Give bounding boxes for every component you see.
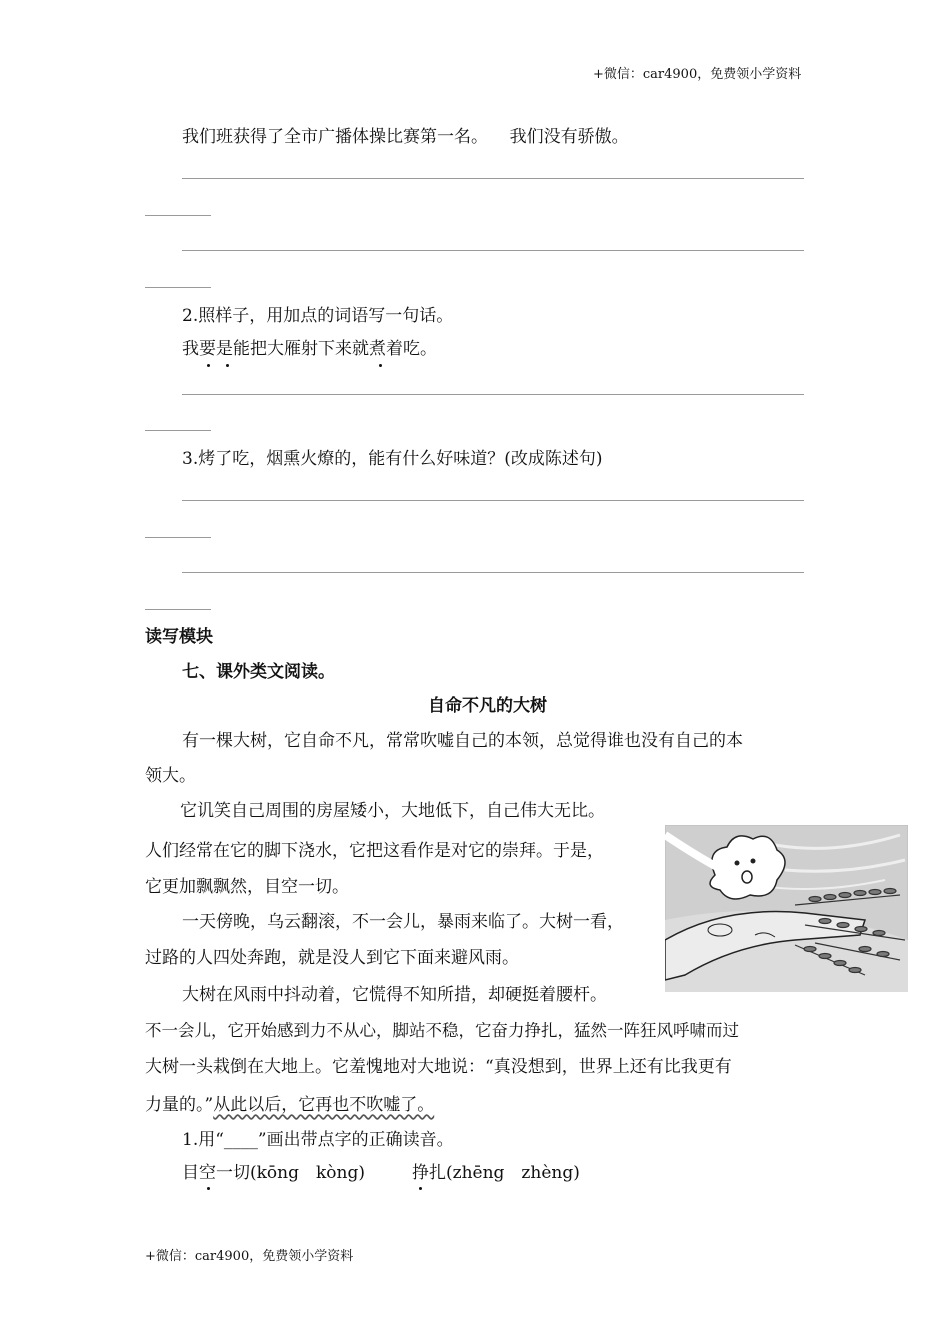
article-title: 自命不凡的大树 — [428, 696, 547, 716]
answer-line[interactable] — [182, 178, 804, 179]
fallen-tree-illustration — [665, 825, 908, 992]
question-1-item-a[interactable]: 目空一切(kōng kòng) — [182, 1163, 365, 1183]
emphasis-dot — [226, 364, 229, 367]
question-1-item-b[interactable]: 挣扎(zhēng zhèng) — [412, 1163, 580, 1183]
passage-line — [145, 1094, 434, 1116]
answer-line[interactable] — [182, 572, 804, 573]
passage-line: 领大。 — [145, 766, 196, 786]
answer-line[interactable] — [182, 394, 804, 395]
emphasis-dot — [207, 1187, 210, 1190]
illustration-svg — [665, 825, 908, 992]
exercise-3-instruction: 3.烤了吃，烟熏火燎的，能有什么好味道？(改成陈述句) — [182, 449, 603, 469]
answer-line[interactable] — [182, 500, 804, 501]
question-1-instruction: 1.用“____”画出带点字的正确读音。 — [182, 1130, 454, 1150]
answer-line-tail — [145, 537, 211, 538]
answer-line-tail — [145, 609, 211, 610]
exercise-2-example: 我要是能把大雁射下来就煮着吃。 — [182, 339, 437, 359]
passage-line: 人们经常在它的脚下浇水，它把这看作是对它的崇拜。于是， — [145, 841, 604, 861]
passage-line: 有一棵大树，它自命不凡，常常吹嘘自己的本领，总觉得谁也没有自己的本 — [182, 731, 743, 751]
part-title: 七、课外类文阅读。 — [182, 662, 335, 682]
emphasis-dot — [207, 364, 210, 367]
emphasis-dot — [419, 1187, 422, 1190]
answer-line-tail — [145, 215, 211, 216]
passage-line: 不一会儿，它开始感到力不从心，脚站不稳，它奋力挣扎，猛然一阵狂风呼啸而过 — [145, 1021, 739, 1040]
answer-line[interactable] — [182, 250, 804, 251]
passage-line: 它更加飘飘然，目空一切。 — [145, 877, 349, 897]
header-watermark: +微信：car4900，免费领小学资料 — [593, 67, 802, 82]
exercise-1-sentence: 我们班获得了全市广播体操比赛第一名。 我们没有骄傲。 — [182, 127, 629, 147]
passage-line: 过路的人四处奔跑，就是没人到它下面来避风雨。 — [145, 948, 519, 968]
answer-line-tail — [145, 287, 211, 288]
emphasis-dot — [379, 364, 382, 367]
wavy-underlined-sentence: 从此以后，它再也不吹嘘了。 — [213, 1095, 435, 1115]
module-title: 读写模块 — [145, 627, 213, 647]
answer-line-tail — [145, 430, 211, 431]
exercise-2-instruction: 2.照样子，用加点的词语写一句话。 — [182, 306, 454, 326]
passage-line: 一天傍晚，乌云翻滚，不一会儿，暴雨来临了。大树一看， — [182, 912, 624, 932]
footer-watermark: +微信：car4900，免费领小学资料 — [145, 1249, 354, 1264]
passage-line: 它讥笑自己周围的房屋矮小，大地低下，自己伟大无比。 — [180, 801, 605, 821]
passage-line: 大树在风雨中抖动着，它慌得不知所措，却硬挺着腰杆。 — [182, 985, 607, 1005]
passage-fragment: 力量的。” — [145, 1095, 214, 1115]
passage-line: 大树一头栽倒在大地上。它羞愧地对大地说：“真没想到，世界上还有比我更有 — [145, 1057, 732, 1077]
